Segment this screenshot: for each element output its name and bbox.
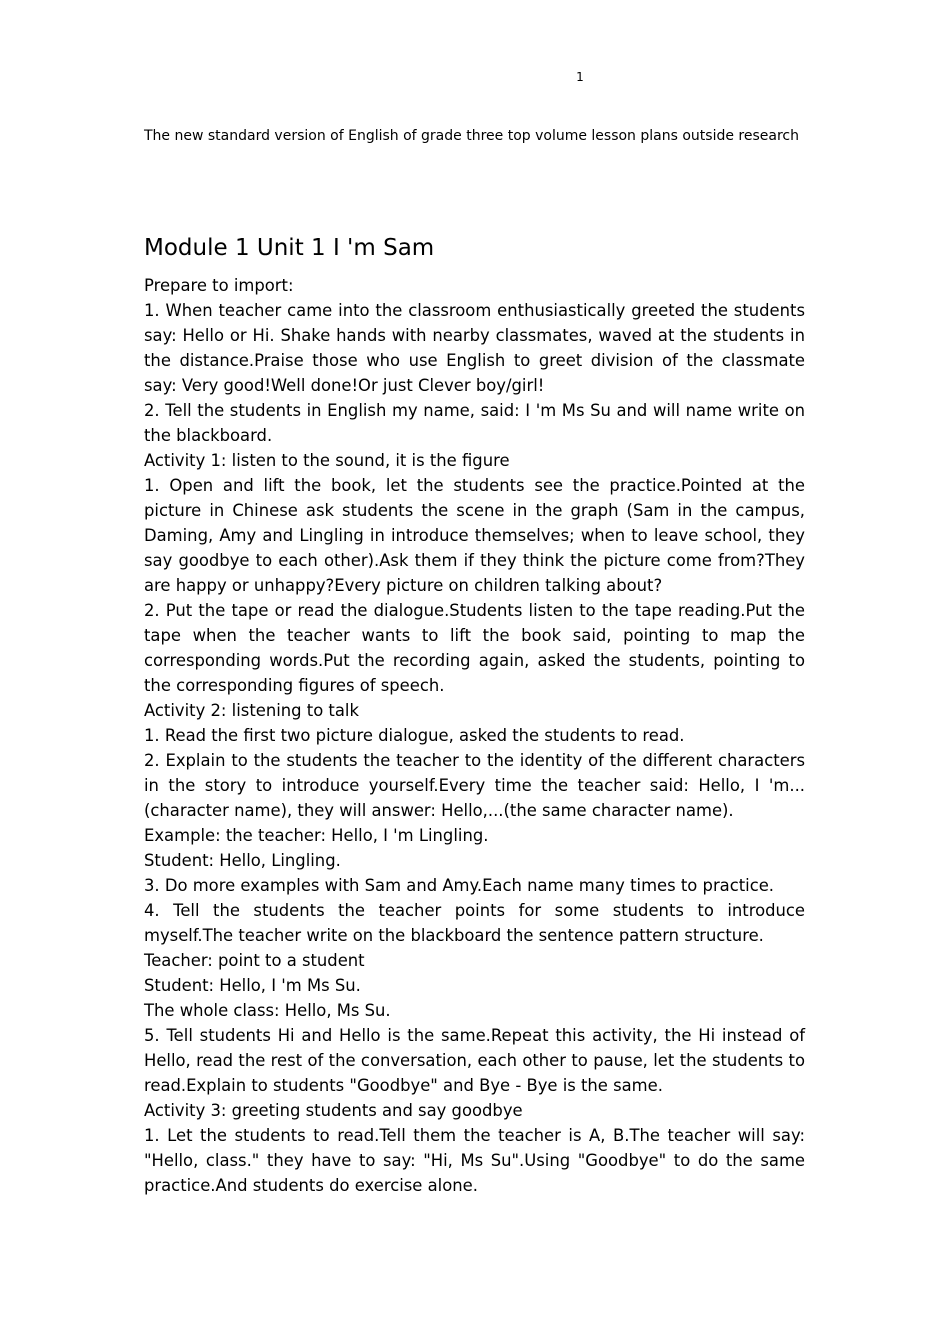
paragraph: Activity 1: listen to the sound, it is the figure	[144, 451, 510, 470]
paragraph: 2. Tell the students in English my name, said: I 'm Ms Su and will name write on the blackboard.	[144, 401, 805, 445]
page-number: 1	[576, 70, 584, 84]
paragraph: Activity 3: greeting students and say goodbye	[144, 1101, 523, 1120]
paragraph: 1. Let the students to read.Tell them the teacher is A, B.The teacher will say: "Hello, class." they have to say: "Hi, Ms Su".Using "Goodbye" to do the same practice.And students do exercise alone.	[144, 1126, 805, 1195]
paragraph: Prepare to import:	[144, 276, 294, 295]
paragraph: The whole class: Hello, Ms Su.	[144, 1001, 391, 1020]
paragraph: 3. Do more examples with Sam and Amy.Each name many times to practice.	[144, 876, 775, 895]
paragraph: Student: Hello, I 'm Ms Su.	[144, 976, 361, 995]
paragraph: 2. Explain to the students the teacher to the identity of the different characters in the story to introduce yourself.Every time the teacher said: Hello, I 'm...(character name), they will answer: Hello,...(the same character name).	[144, 751, 805, 820]
paragraph: 1. When teacher came into the classroom enthusiastically greeted the students say: Hello or Hi. Shake hands with nearby classmates, waved at the students in the distance.Praise those who use English to greet division of the classmate say: Very good!Well done!Or just Clever boy/girl!	[144, 301, 805, 395]
lesson-body	[144, 273, 805, 1198]
paragraph: 5. Tell students Hi and Hello is the same.Repeat this activity, the Hi instead of Hello, read the rest of the conversation, each other to pause, let the students to read.Explain to students "Goodbye" and Bye - Bye is the same.	[144, 1026, 805, 1095]
paragraph: 4. Tell the students the teacher points for some students to introduce myself.The teacher write on the blackboard the sentence pattern structure.	[144, 901, 805, 945]
paragraph: 1. Open and lift the book, let the students see the practice.Pointed at the picture in Chinese ask students the scene in the graph (Sam in the campus, Daming, Amy and Lingling in introduce themselves; when to leave school, they say goodbye to each other).Ask them if they think the picture come from?They are happy or unhappy?Every picture on children talking about?	[144, 476, 805, 595]
paragraph: Student: Hello, Lingling.	[144, 851, 341, 870]
paragraph: Example: the teacher: Hello, I 'm Lingling.	[144, 826, 489, 845]
paragraph: 2. Put the tape or read the dialogue.Students listen to the tape reading.Put the tape when the teacher wants to lift the book said, pointing to map the corresponding words.Put the recording again, asked the students, pointing to the corresponding figures of speech.	[144, 601, 805, 695]
paragraph: Teacher: point to a student	[144, 951, 365, 970]
document-subtitle: The new standard version of English of grade three top volume lesson plans outside research	[144, 128, 799, 144]
module-title: Module 1 Unit 1 I 'm Sam	[144, 235, 435, 261]
paragraph: Activity 2: listening to talk	[144, 701, 359, 720]
paragraph: 1. Read the first two picture dialogue, asked the students to read.	[144, 726, 685, 745]
